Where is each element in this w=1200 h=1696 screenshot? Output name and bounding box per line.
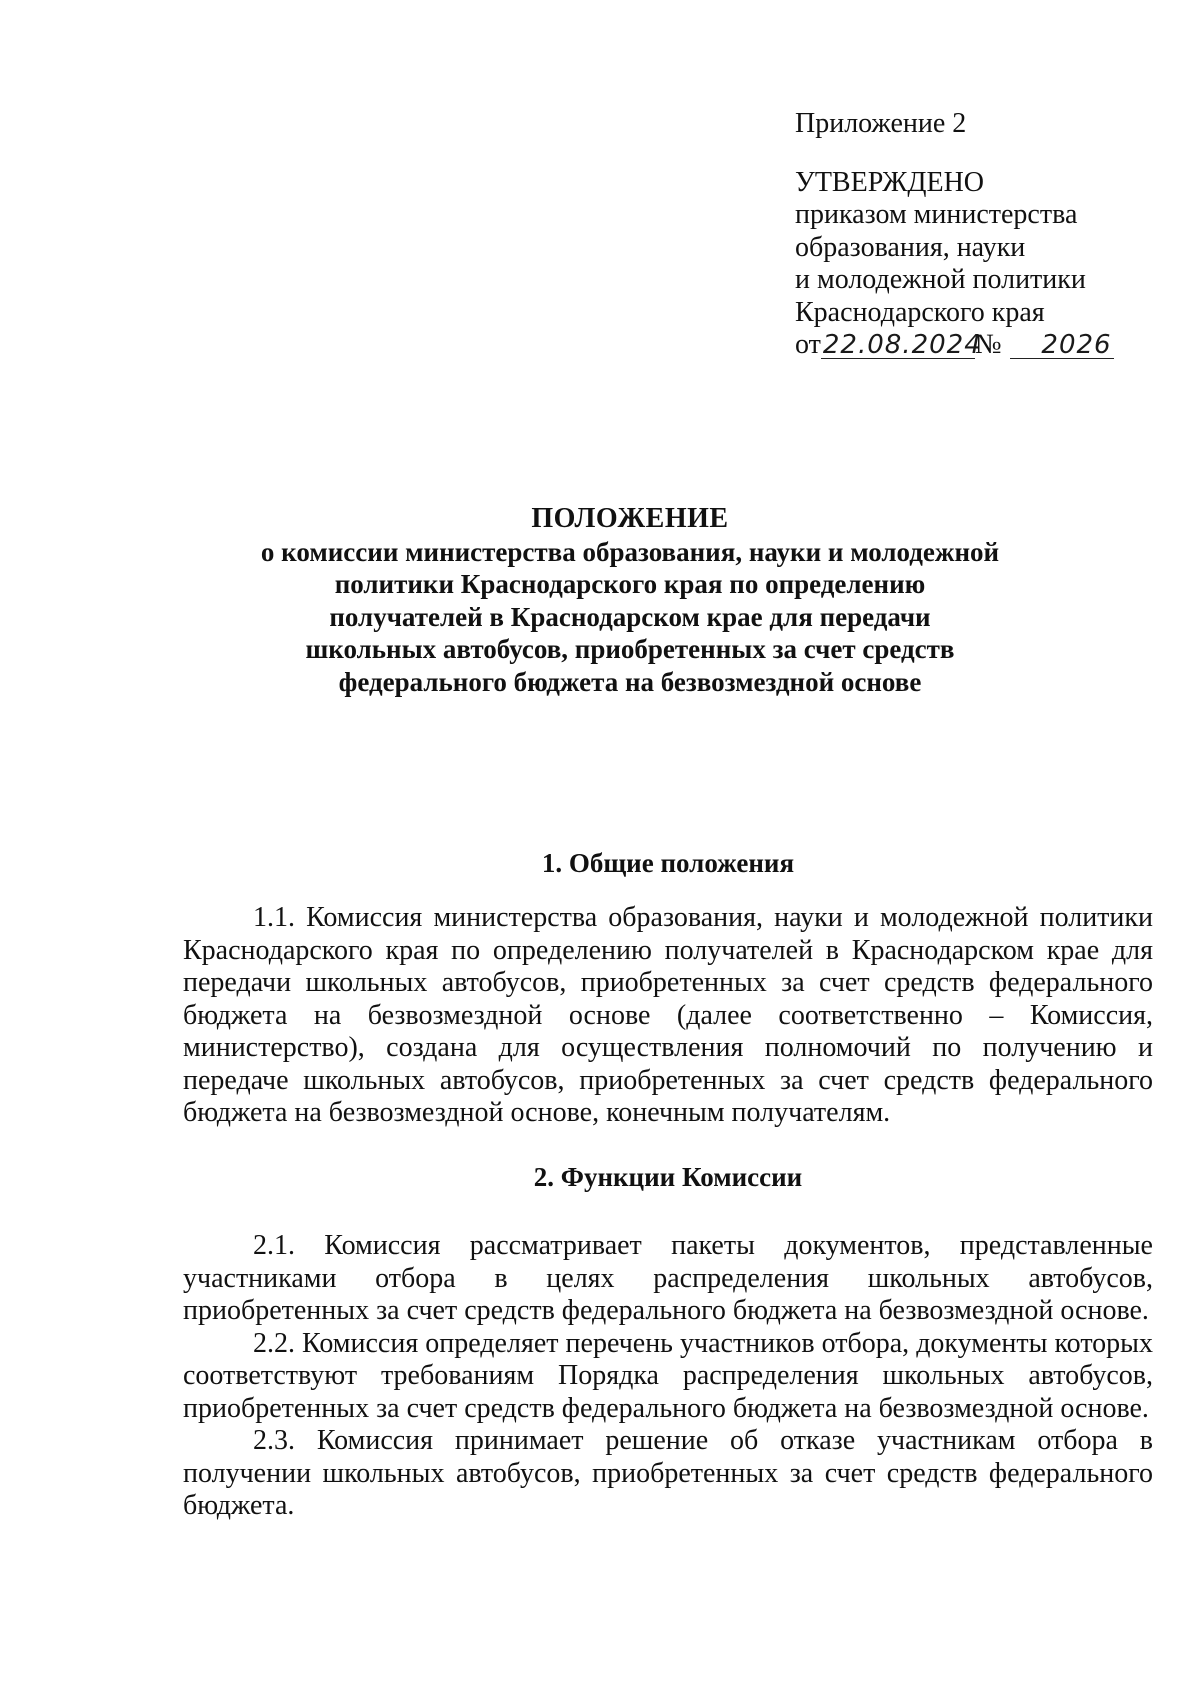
title-line: политики Краснодарского края по определению <box>334 569 926 599</box>
approval-line: Краснодарского края <box>795 296 1045 328</box>
section-heading-functions: 2. Функции Комиссии <box>533 1162 803 1192</box>
number-sign: № <box>974 329 1002 360</box>
handwritten-number: 2026 <box>1010 332 1114 359</box>
paragraph-2-2: 2.2. Комиссия определяет перечень участников отбора, документы которых соответствуют требованиям Порядка распределения школьных автобусов, приобретенных за счет средств федерального бюджета на безвозмездной основе. <box>183 1327 1153 1424</box>
section-body-functions <box>183 1230 1153 1523</box>
appendix-label: Приложение 2 <box>795 108 967 139</box>
title-main: ПОЛОЖЕНИЕ <box>531 503 729 534</box>
paragraph-2-3: 2.3. Комиссия принимает решение об отказе участникам отбора в получении школьных автобусов, приобретенных за счет средств федерального бюджета. <box>183 1425 1153 1521</box>
approval-line: приказом министерства <box>795 199 1078 230</box>
approval-line: образования, науки <box>795 231 1026 263</box>
date-prefix: от <box>795 329 821 360</box>
paragraph-2-1: 2.1. Комиссия рассматривает пакеты документов, представленные участниками отбора в целях распределения школьных автобусов, приобретенных за счет средств федерального бюджета на безвозмездной основе. <box>183 1230 1153 1326</box>
section-body-general <box>183 902 1153 1130</box>
handwritten-date: 22.08.2024 <box>822 330 982 360</box>
approval-block <box>795 108 1175 362</box>
approval-line: и молодежной политики <box>795 264 1086 295</box>
approved-heading: УТВЕРЖДЕНО <box>795 166 985 198</box>
title-line: федерального бюджета на безвозмездной основе <box>338 666 922 697</box>
order-date-number-line <box>795 329 1175 362</box>
paragraph-1-1: 1.1. Комиссия министерства образования, науки и молодежной политики Краснодарского края по определению получателей в Краснодарском крае для передачи школьных автобусов, приобретенных за счет средств федерального бюджета на безвозмездной основе (далее соответственно – Комиссия, министерство), создана для осуществления полномочий по получению и передаче школьных автобусов, приобретенных за счет средств федерального бюджета на безвозмездной основе, конечным получателям. <box>183 902 1153 1128</box>
title-line: школьных автобусов, приобретенных за счет средств <box>305 634 955 664</box>
title-line: о комиссии министерства образования, науки и молодежной <box>260 536 1000 567</box>
document-title <box>170 503 1090 698</box>
title-line: получателей в Краснодарском крае для передачи <box>329 601 931 632</box>
section-heading-general: 1. Общие положения <box>541 848 795 878</box>
